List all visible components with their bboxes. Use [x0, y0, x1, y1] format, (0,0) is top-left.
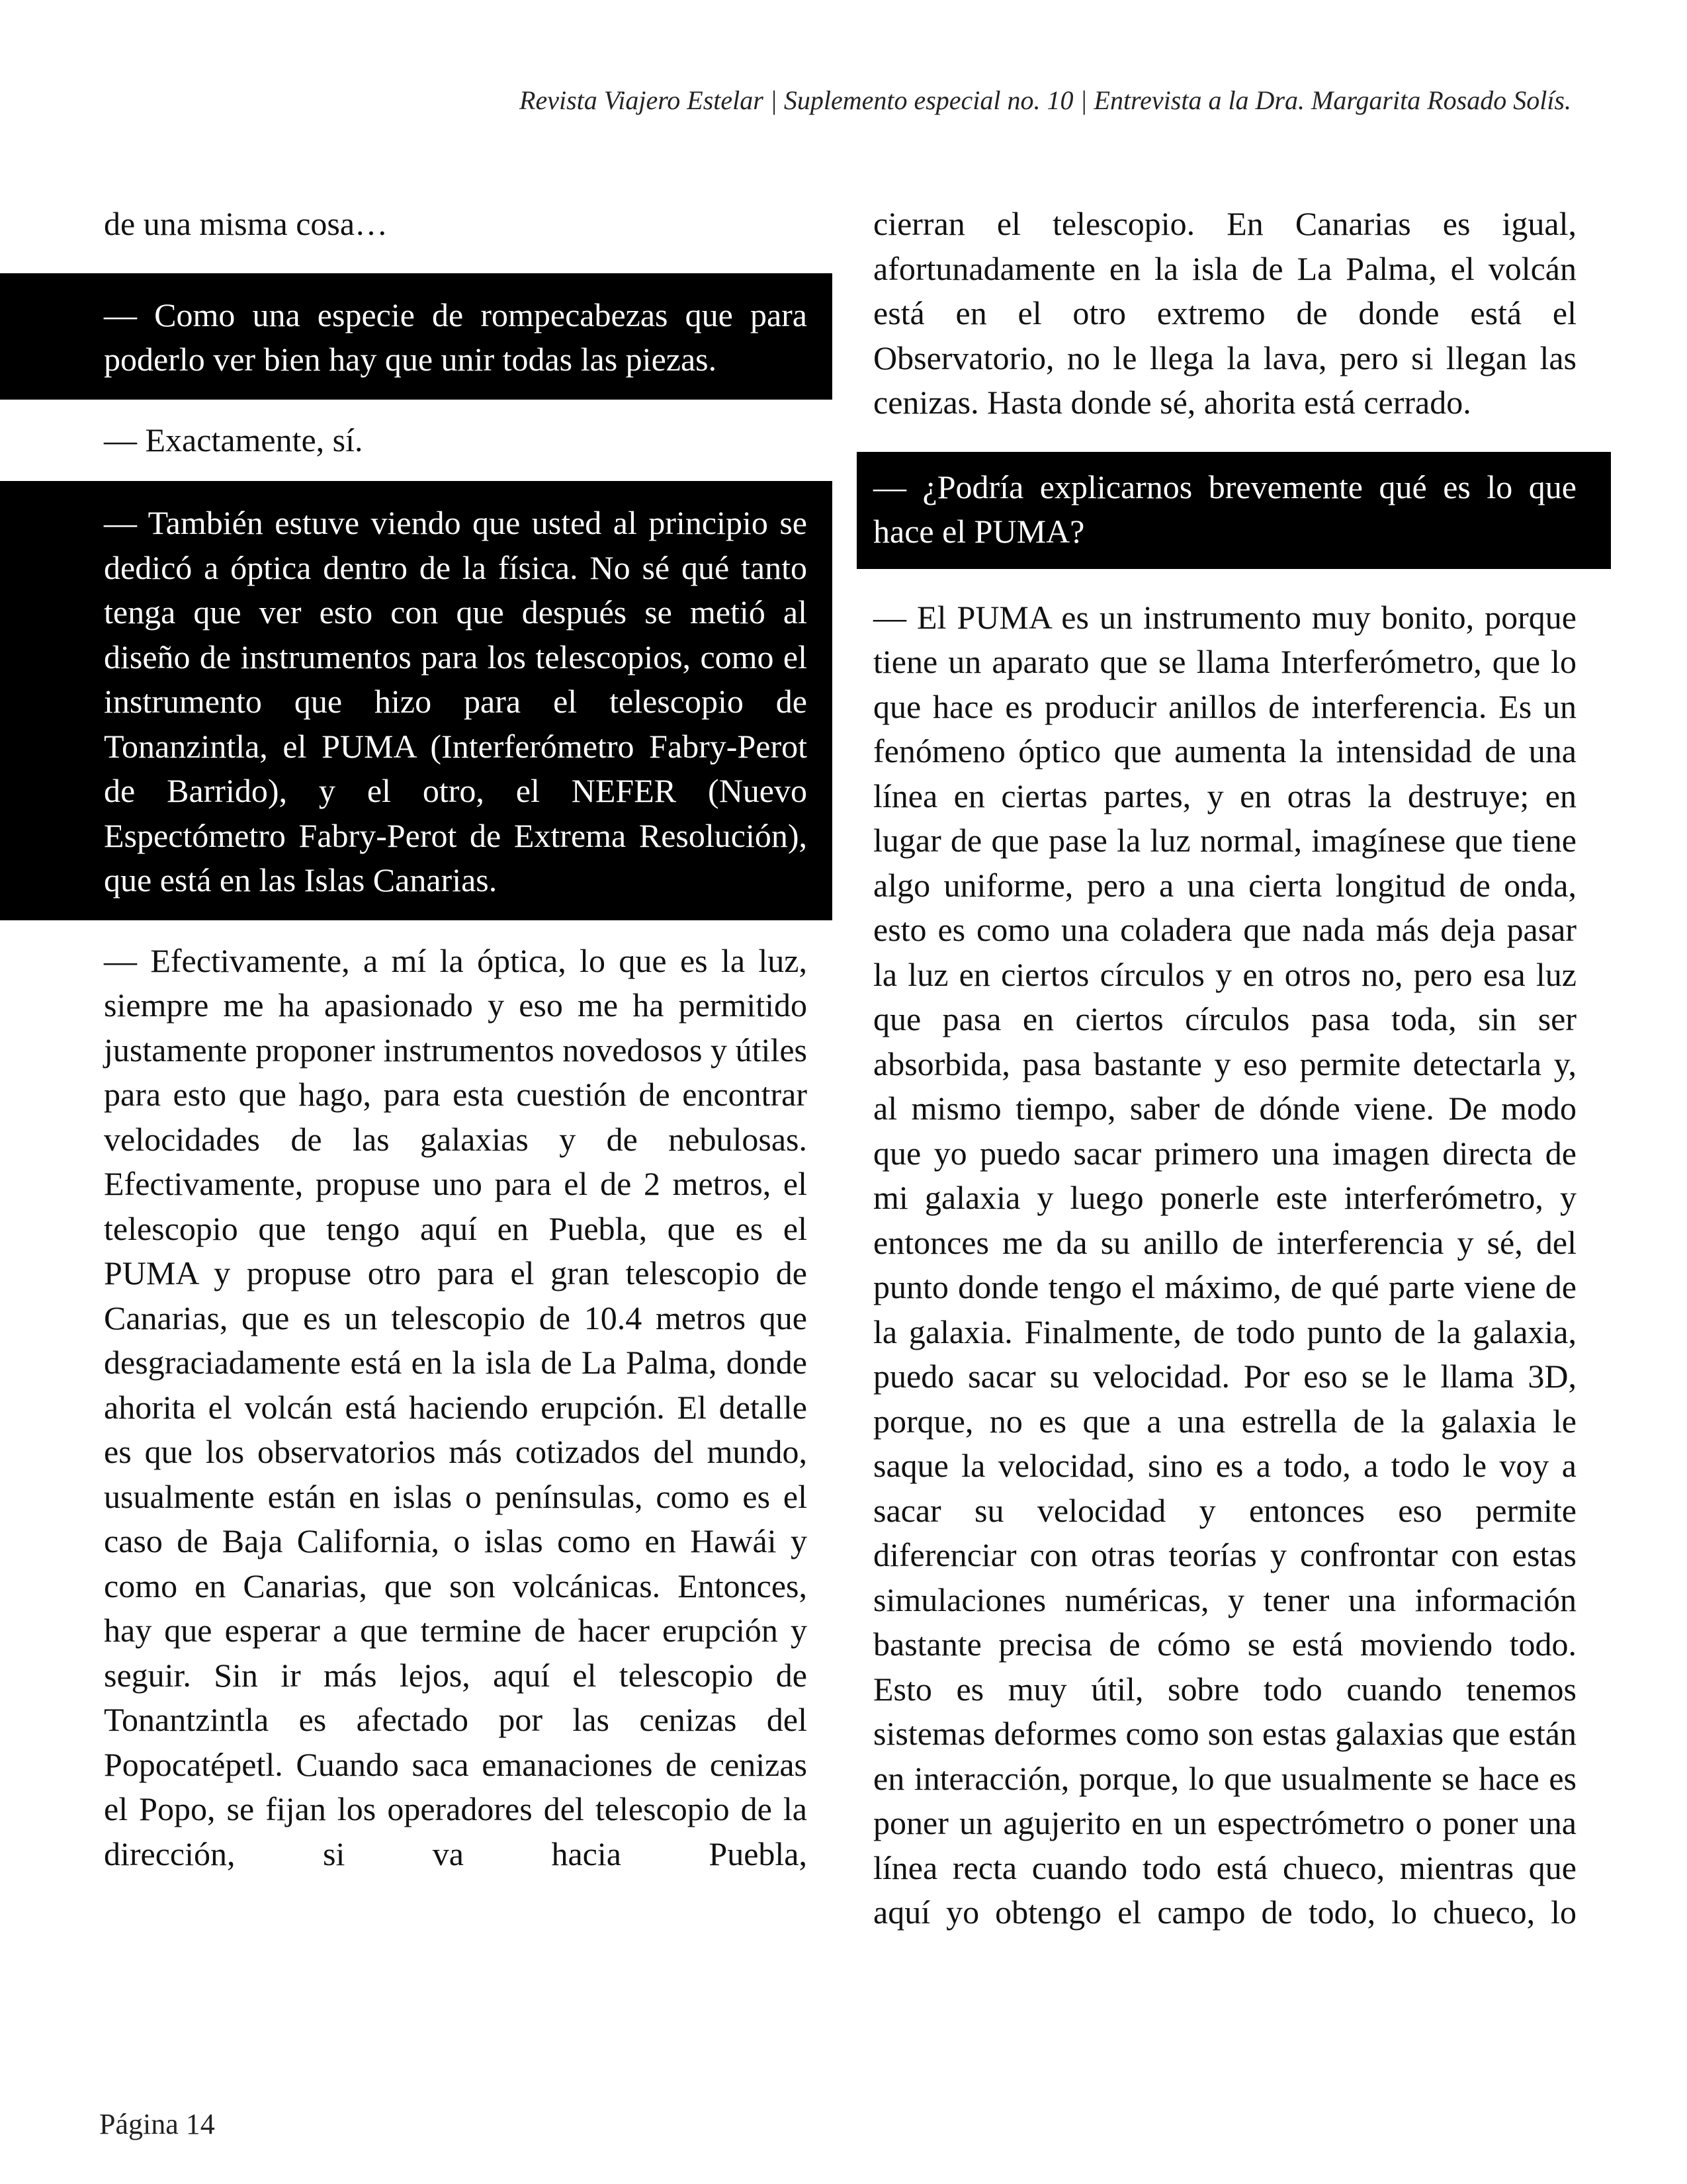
running-header: Revista Viajero Estelar | Suplemento especial no. 10 | Entrevista a la Dra. Margarita Rosado Solís.	[519, 85, 1571, 115]
question-text: — ¿Podría explicarnos brevemente qué es lo que hace el PUMA?	[873, 468, 1577, 550]
left-column	[104, 202, 807, 1876]
paragraph-continuation: de una misma cosa…	[104, 205, 388, 242]
answer-paragraph: — Exactamente, sí.	[104, 421, 363, 459]
question-text: — También estuve viendo que usted al principio se dedicó a óptica dentro de la física. No sé qué tanto tenga que ver esto con que después se metió al diseño de instrumentos para los telescopios, como el instrumento que hizo para el telescopio de Tonanzintla, el PUMA (Interferómetro Fabry-Perot de Barrido), y el otro, el NEFER (Nuevo Espectómetro Fabry-Perot de Extrema Resolución), que está en las Islas Canarias.	[104, 504, 807, 898]
question-text: — Como una especie de rompecabezas que para poderlo ver bien hay que unir todas las piezas.	[104, 296, 807, 378]
interviewer-question-block	[857, 452, 1611, 569]
paragraph-continuation: cierran el telescopio. En Canarias es igual, afortunadamente en la isla de La Palma, el volcán está en el otro extremo de donde está el Observatorio, no le llega la lava, pero si llegan las cenizas. Hasta donde sé, ahorita está cerrado.	[873, 205, 1577, 421]
answer-paragraph: — Efectivamente, a mí la óptica, lo que es la luz, siempre me ha apasionado y eso me ha permitido justamente proponer instrumentos novedosos y útiles para esto que hago, para esta cuestión de encontrar velocidades de las galaxias y de nebulosas. Efectivamente, propuse uno para el de 2 metros, el telescopio que tengo aquí en Puebla, que es el PUMA y propuse otro para el gran telescopio de Canarias, que es un telescopio de 10.4 metros que desgraciadamente está en la isla de La Palma, donde ahorita el volcán está haciendo erupción. El detalle es que los observatorios más cotizados del mundo, usualmente están en islas o penínsulas, como es el caso de Baja California, o islas como en Hawái y como en Canarias, que son volcánicas. Entonces, hay que esperar a que termine de hacer erupción y seguir. Sin ir más lejos, aquí el telescopio de Tonantzintla es afectado por las cenizas del Popocatépetl. Cuando saca emanaciones de cenizas el Popo, se fijan los operadores del telescopio de la dirección, si va hacia Puebla,	[104, 941, 807, 1872]
right-column	[873, 202, 1577, 1935]
interviewer-question-block	[0, 273, 832, 400]
interviewer-question-block	[0, 481, 832, 920]
answer-paragraph: — El PUMA es un instrumento muy bonito, porque tiene un aparato que se llama Interferómetro, que lo que hace es producir anillos de interferencia. Es un fenómeno óptico que aumenta la intensidad de una línea en ciertas partes, y en otras la destruye; en lugar de que pase la luz normal, imagínese que tiene algo uniforme, pero a una cierta longitud de onda, esto es como una coladera que nada más deja pasar la luz en ciertos círculos y en otros no, pero esa luz que pasa en ciertos círculos pasa toda, sin ser absorbida, pasa bastante y eso permite detectarla y, al mismo tiempo, saber de dónde viene. De modo que yo puedo sacar primero una imagen directa de mi galaxia y luego ponerle este interferómetro, y entonces me da su anillo de interferencia y sé, del punto donde tengo el máximo, de qué parte viene de la galaxia. Finalmente, de todo punto de la galaxia, puedo sacar su velocidad. Por eso se le llama 3D, porque, no es que a una estrella de la galaxia le saque la velocidad, sino es a todo, a todo le voy a sacar su velocidad y entonces eso permite diferenciar con otras teorías y confrontar con estas simulaciones numéricas, y tener una información bastante precisa de cómo se está moviendo todo. Esto es muy útil, sobre todo cuando tenemos sistemas deformes como son estas galaxias que están en interacción, porque, lo que usualmente se hace es poner un agujerito en un espectrómetro o poner una línea recta cuando todo está chueco, mientras que aquí yo obtengo el campo de todo, lo chueco, lo	[873, 598, 1577, 1931]
page-number: Página 14	[99, 2108, 215, 2140]
